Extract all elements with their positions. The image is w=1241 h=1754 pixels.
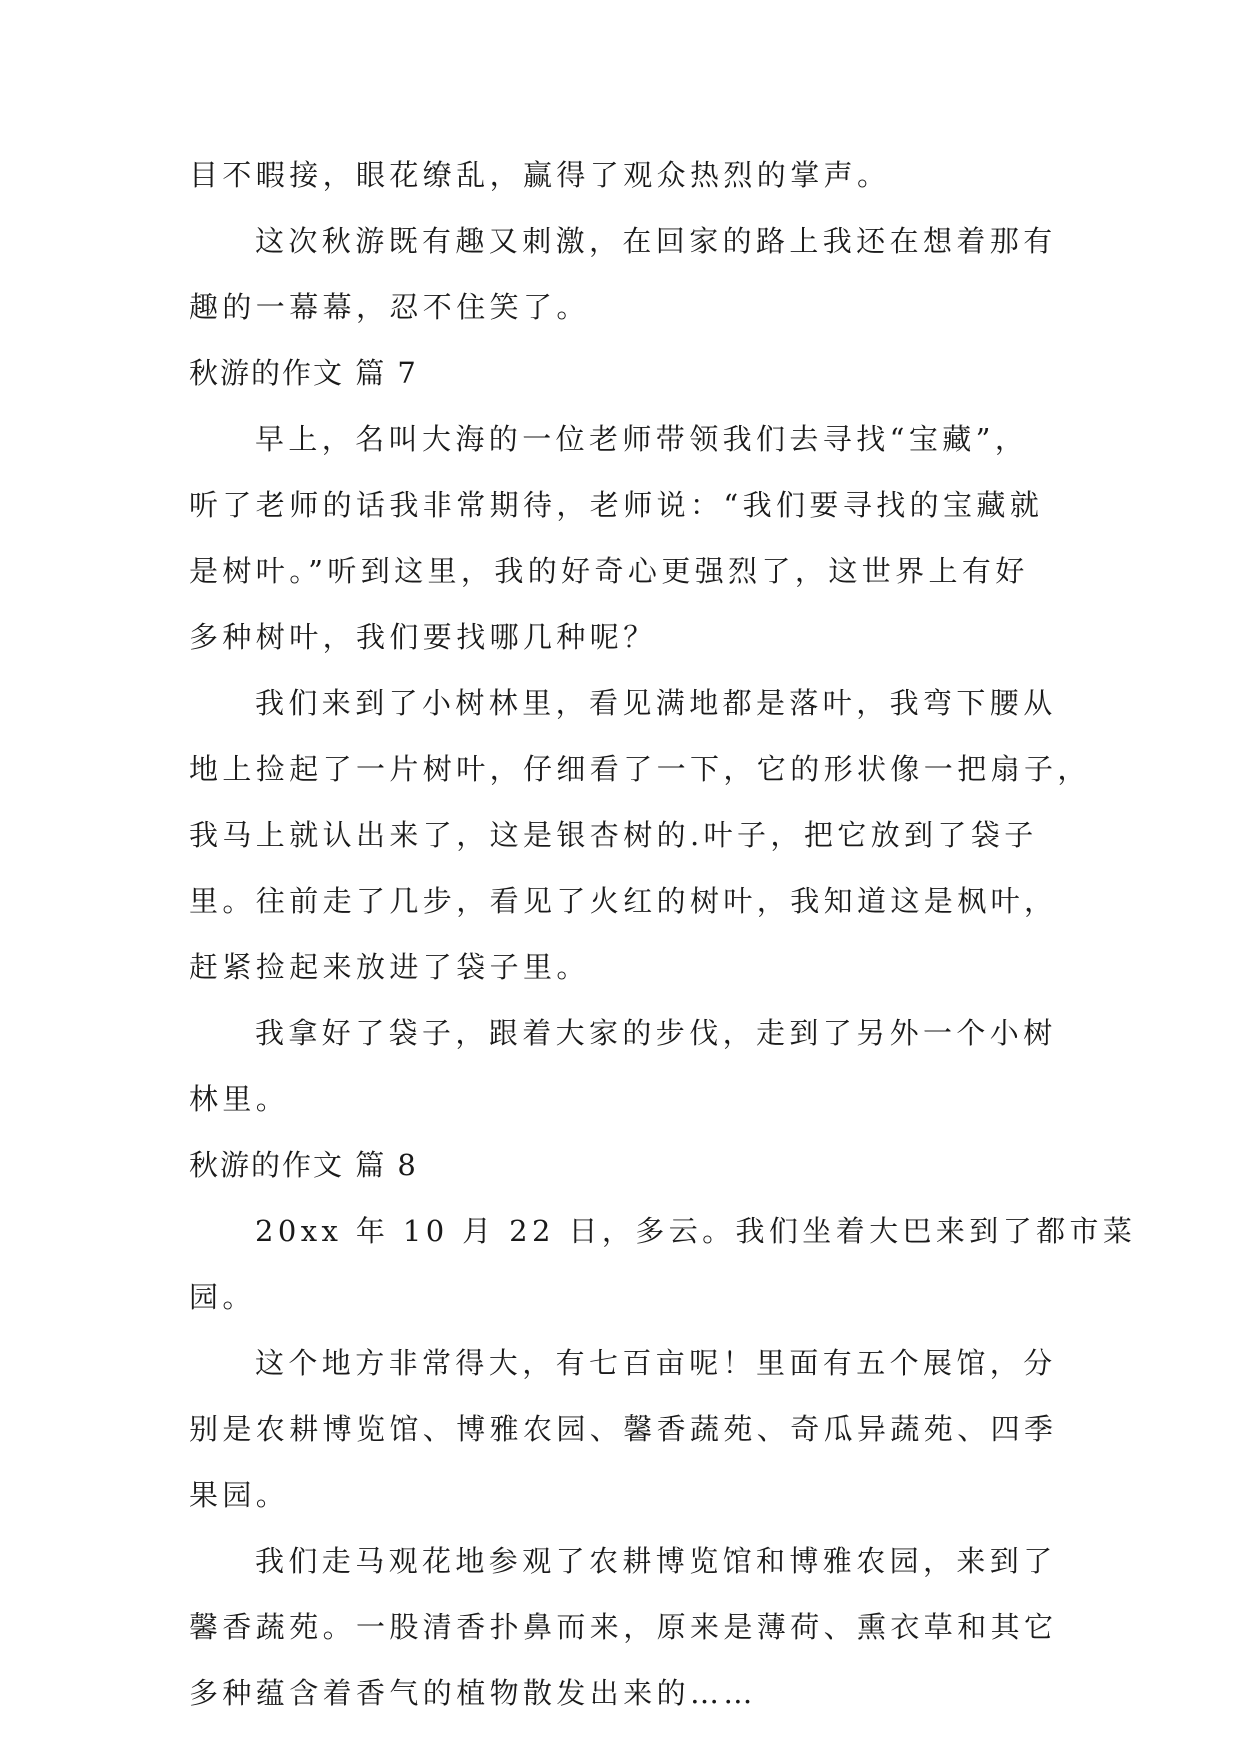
paragraph	[189, 422, 1059, 654]
paragraph	[189, 224, 1059, 324]
paragraph	[189, 1016, 1059, 1116]
paragraph-line: 果园。	[189, 1478, 290, 1512]
paragraph-line: 赶紧捡起来放进了袋子里。	[189, 950, 590, 984]
paragraph-line: 我马上就认出来了，这是银杏树的.叶子，把它放到了袋子	[189, 818, 1038, 852]
paragraph	[189, 686, 1091, 984]
paragraph-line: 我们来到了小树林里，看见满地都是落叶，我弯下腰从	[255, 686, 1057, 720]
paragraph-line: 别是农耕博览馆、博雅农园、馨香蔬苑、奇瓜异蔬苑、四季	[189, 1412, 1058, 1446]
paragraph	[189, 1214, 1137, 1314]
paragraph-line: 地上捡起了一片树叶，仔细看了一下，它的形状像一把扇子，	[189, 752, 1091, 786]
paragraph	[189, 1346, 1059, 1512]
paragraph-line: 我拿好了袋子，跟着大家的步伐，走到了另外一个小树	[255, 1016, 1057, 1050]
section-heading	[189, 1148, 1059, 1182]
paragraph-line: 这次秋游既有趣又刺激，在回家的路上我还在想着那有	[255, 224, 1057, 258]
section-heading-text: 秋游的作文 篇 7	[189, 356, 418, 390]
paragraph-line: 是树叶。”听到这里，我的好奇心更强烈了，这世界上有好	[189, 554, 1029, 588]
paragraph-line: 我们走马观花地参观了农耕博览馆和博雅农园，来到了	[255, 1544, 1057, 1578]
paragraph-line: 里。往前走了几步，看见了火红的树叶，我知道这是枫叶，	[189, 884, 1058, 918]
paragraph-line: 听了老师的话我非常期待，老师说：“我们要寻找的宝藏就	[189, 488, 1044, 522]
paragraph-line: 园。	[189, 1280, 256, 1314]
paragraph-line: 林里。	[189, 1082, 290, 1116]
paragraph	[189, 158, 1059, 192]
paragraph-line: 目不暇接，眼花缭乱，赢得了观众热烈的掌声。	[189, 158, 891, 192]
section-heading-text: 秋游的作文 篇 8	[189, 1148, 418, 1182]
paragraph-line: 多种树叶，我们要找哪几种呢？	[189, 620, 657, 654]
paragraph-line: 多种蕴含着香气的植物散发出来的……	[189, 1676, 757, 1710]
paragraph	[189, 1544, 1059, 1710]
paragraph-line: 20xx 年 10 月 22 日，多云。我们坐着大巴来到了都市菜	[255, 1214, 1137, 1248]
section-heading	[189, 356, 1059, 390]
paragraph-line: 馨香蔬苑。一股清香扑鼻而来，原来是薄荷、熏衣草和其它	[189, 1610, 1058, 1644]
paragraph-line: 早上，名叫大海的一位老师带领我们去寻找“宝藏”，	[255, 422, 1029, 456]
paragraph-line: 趣的一幕幕，忍不住笑了。	[189, 290, 590, 324]
document-page	[189, 158, 1137, 1742]
paragraph-line: 这个地方非常得大，有七百亩呢！里面有五个展馆，分	[255, 1346, 1057, 1380]
